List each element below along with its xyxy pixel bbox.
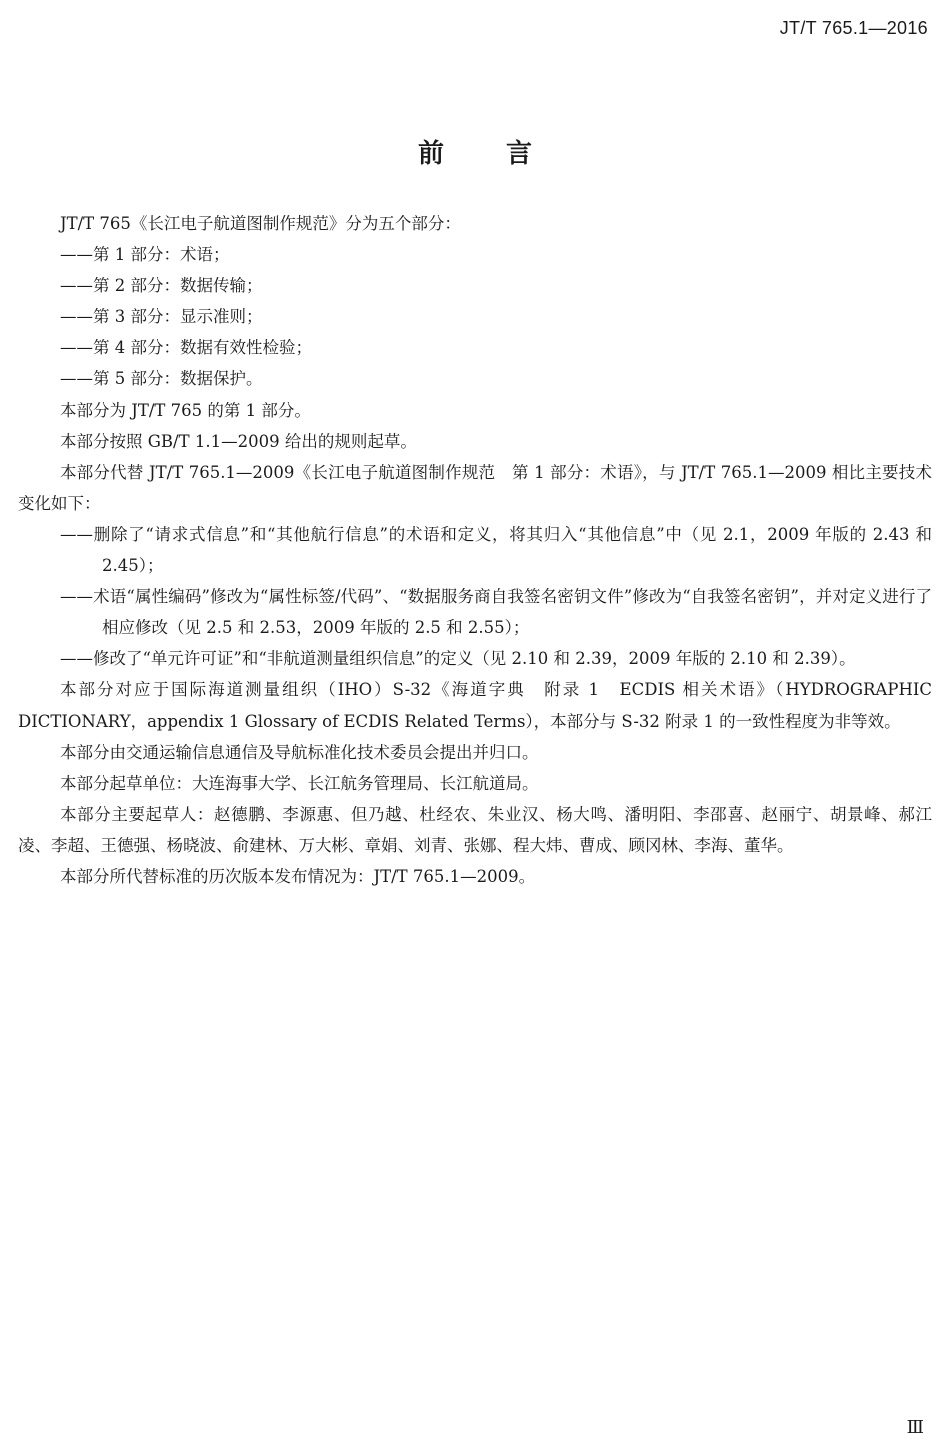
- history-paragraph: 本部分所代替标准的历次版本发布情况为：JT/T 765.1—2009。: [60, 866, 536, 886]
- part-statement-paragraph: 本部分为 JT/T 765 的第 1 部分。: [60, 400, 311, 420]
- part-list-item-3: ——第 3 部分：显示准则；: [60, 307, 263, 327]
- intro-paragraph: JT/T 765《长江电子航道图制作规范》分为五个部分：: [60, 214, 461, 233]
- drafting-rules-paragraph: 本部分按照 GB/T 1.1—2009 给出的规则起草。: [60, 431, 417, 451]
- change-item-2: ——术语“属性编码”修改为“属性标签/代码”、“数据服务商自我签名密钥文件”修改为“自我签名密钥”，并对定义进行了相应修改（见 2.5 和 2.53，2009 年版的 2.5 和 2.55）；: [60, 587, 932, 638]
- foreword-body: [18, 208, 932, 892]
- part-list-item-2: ——第 2 部分：数据传输；: [60, 276, 263, 296]
- change-item-3: ——修改了“单元许可证”和“非航道测量组织信息”的定义（见 2.10 和 2.39，2009 年版的 2.10 和 2.39）。: [60, 649, 856, 669]
- proposer-paragraph: 本部分由交通运输信息通信及导航标准化技术委员会提出并归口。: [60, 742, 539, 762]
- part-list-item-5: ——第 5 部分：数据保护。: [60, 369, 263, 389]
- drafting-units-paragraph: 本部分起草单位：大连海事大学、长江航务管理局、长江航道局。: [60, 773, 539, 793]
- part-list-item-1: ——第 1 部分：术语；: [60, 245, 230, 265]
- change-item-1: ——删除了“请求式信息”和“其他航行信息”的术语和定义，将其归入“其他信息”中（见 2.1，2009 年版的 2.43 和 2.45）；: [60, 524, 932, 576]
- drafters-paragraph: 本部分主要起草人：赵德鹏、李源惠、但乃越、杜经农、朱业汉、杨大鸣、潘明阳、李邵喜、赵丽宁、胡景峰、郝江凌、李超、王德强、杨晓波、俞建林、万大彬、章娟、刘青、张娜、程大炜、曹成、顾冈林、李海、董华。: [18, 804, 932, 855]
- page-title: 前言: [417, 139, 594, 170]
- replacement-paragraph: 本部分代替 JT/T 765.1—2009《长江电子航道图制作规范 第 1 部分：术语》，与 JT/T 765.1—2009 相比主要技术变化如下：: [18, 462, 932, 513]
- correspondence-paragraph: 本部分对应于国际海道测量组织（IHO）S-32《海道字典 附录 1 ECDIS 相关术语》（HYDROGRAPHIC DICTIONARY，appendix 1 Glossary of ECDIS Related Terms），本部分与 S-32 附录 1 的一致性程度为非等效。: [18, 680, 932, 731]
- page-number: Ⅲ: [906, 1417, 924, 1438]
- standard-code-header: JT/T 765.1—2016: [779, 18, 928, 38]
- part-list-item-4: ——第 4 部分：数据有效性检验；: [60, 338, 312, 358]
